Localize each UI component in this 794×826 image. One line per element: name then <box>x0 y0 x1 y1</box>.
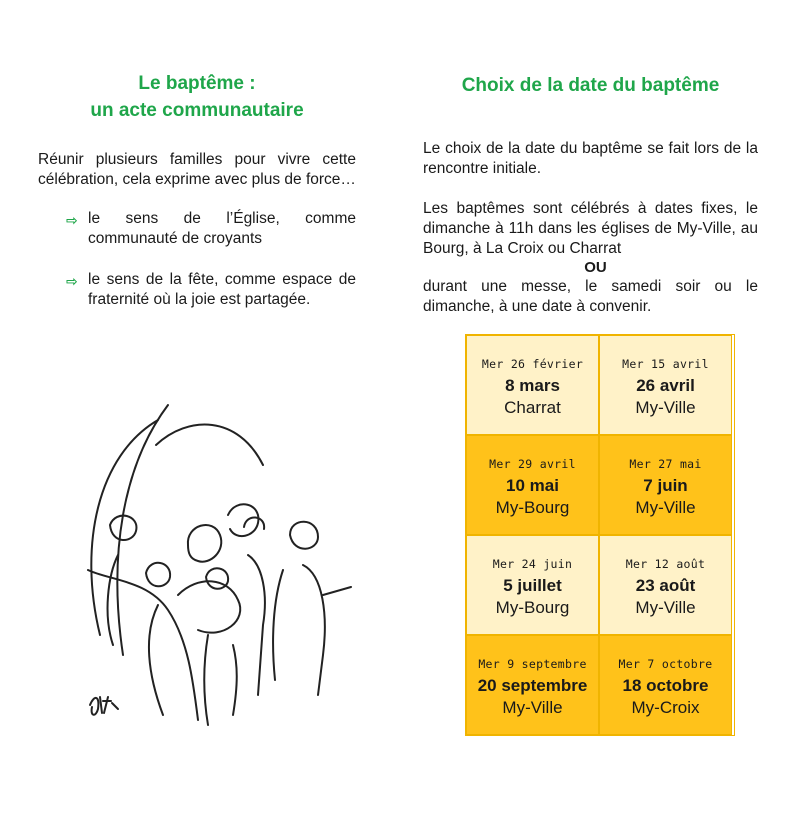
community-title-line1: Le baptême : <box>138 73 256 94</box>
community-title <box>38 70 356 124</box>
baptism-date: 7 juin <box>643 476 688 495</box>
baptism-date: 20 septembre <box>477 676 588 695</box>
bullet-item <box>66 270 356 310</box>
date-choice-paragraph-2: Les baptêmes sont célébrés à dates fixes, le dimanche à 11h dans les églises de My-Ville, au Bourg, à La Croix ou Charrat <box>423 200 758 257</box>
baptism-place: My-Croix <box>631 698 700 717</box>
baptism-date: 26 avril <box>636 376 695 395</box>
schedule-cell <box>599 635 732 735</box>
meeting-date: Mer 26 février <box>481 357 584 371</box>
baptism-place: My-Ville <box>635 398 696 417</box>
community-intro: Réunir plusieurs familles pour vivre cette célébration, cela exprime avec plus de force… <box>38 151 356 188</box>
community-title-line2: un acte communautaire <box>90 100 304 121</box>
schedule-cell <box>599 535 732 635</box>
schedule-cell <box>466 335 599 435</box>
date-choice-paragraph-1: Le choix de la date du baptême se fait lors de la rencontre initiale. <box>423 140 758 177</box>
baptism-place: My-Ville <box>635 498 696 517</box>
meeting-date: Mer 29 avril <box>489 457 576 471</box>
baptism-date: 23 août <box>635 576 696 595</box>
baptism-date: 10 mai <box>506 476 559 495</box>
baptism-place: Charrat <box>504 398 561 417</box>
baptism-place: My-Ville <box>635 598 696 617</box>
schedule-cell <box>466 535 599 635</box>
baptism-place: My-Bourg <box>495 498 570 517</box>
schedule-cell <box>466 635 599 735</box>
baptism-date: 8 mars <box>505 376 560 395</box>
baptism-place: My-Bourg <box>495 598 570 617</box>
meeting-date: Mer 24 juin <box>492 557 573 571</box>
meeting-date: Mer 7 octobre <box>618 657 713 671</box>
meeting-date: Mer 15 avril <box>622 357 709 371</box>
baptism-place: My-Ville <box>502 698 563 717</box>
or-separator: OU <box>584 259 607 276</box>
baptism-date: 18 octobre <box>622 676 709 695</box>
schedule-cell <box>466 435 599 535</box>
arrow-right-icon: ⇨ <box>66 212 78 228</box>
arrow-right-icon: ⇨ <box>66 273 78 289</box>
date-choice-title: Choix de la date du baptême <box>461 75 720 96</box>
meeting-date: Mer 12 août <box>625 557 706 571</box>
baptism-schedule-table <box>465 334 735 736</box>
left-column <box>38 70 356 331</box>
community-bullets <box>66 209 356 310</box>
date-choice-paragraph-3: durant une messe, le samedi soir ou le dimanche, à une date à convenir. <box>423 278 758 315</box>
right-column <box>423 70 758 317</box>
schedule-cell <box>599 335 732 435</box>
bullet-text: le sens de la fête, comme espace de fraternité où la joie est partagée. <box>88 271 356 308</box>
baptism-date: 5 juillet <box>503 576 562 595</box>
bullet-item <box>66 209 356 249</box>
schedule-cell <box>599 435 732 535</box>
meeting-date: Mer 9 septembre <box>478 657 587 671</box>
community-drawing <box>48 395 368 735</box>
bullet-text: le sens de l’Église, comme communauté de croyants <box>88 210 356 247</box>
meeting-date: Mer 27 mai <box>629 457 702 471</box>
